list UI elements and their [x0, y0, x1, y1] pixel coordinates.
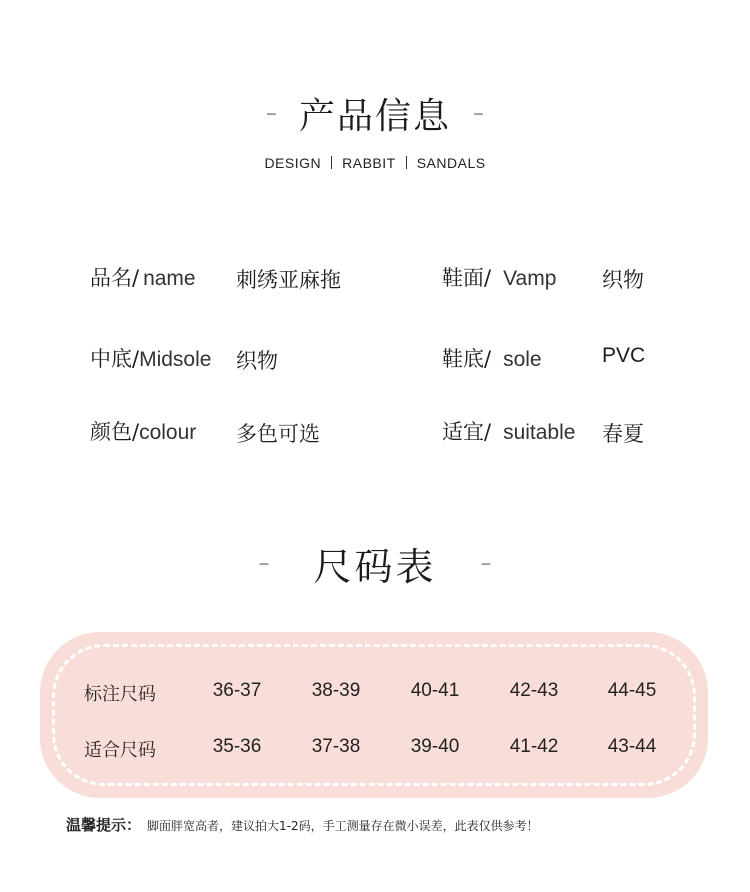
warm-tip-label: 温馨提示： [66, 816, 142, 834]
info-sole-value: PVC [602, 344, 646, 367]
info-label-en: colour [139, 421, 197, 444]
info-label-cn: 颜色/ [90, 420, 140, 444]
info-vamp-label [442, 262, 556, 292]
size-cell: 42-43 [509, 680, 559, 701]
info-label-en: name [143, 267, 196, 290]
size-chart-heading: 尺码表 [313, 544, 437, 589]
info-label-cn: 中底/ [90, 347, 140, 371]
size-cell: 37-38 [311, 736, 361, 757]
title-dash-left: – [258, 550, 270, 576]
info-label-en: Vamp [503, 267, 557, 290]
subtitle-rabbit: RABBIT [342, 155, 396, 171]
warm-tip [66, 814, 539, 835]
info-midsole-value: 织物 [236, 349, 278, 373]
product-info-title [0, 88, 750, 138]
subtitle-sandals: SANDALS [416, 155, 486, 171]
size-cell: 41-42 [509, 736, 559, 757]
info-name-value: 刺绣亚麻拖 [236, 268, 341, 292]
info-label-en: suitable [503, 421, 576, 444]
size-cell: 35-36 [212, 736, 262, 757]
info-vamp-value: 织物 [602, 268, 644, 292]
size-chart-card [40, 632, 708, 798]
info-label-cn: 鞋底/ [442, 347, 492, 371]
subtitle-divider [406, 156, 407, 169]
size-cell: 43-44 [607, 736, 657, 757]
size-cell: 36-37 [212, 680, 262, 701]
size-cell: 44-45 [607, 680, 657, 701]
info-colour-value: 多色可选 [236, 422, 320, 446]
size-row-labeled [40, 680, 708, 710]
info-colour-label [90, 416, 196, 446]
info-sole-label [442, 343, 542, 373]
product-info-heading: 产品信息 [298, 95, 451, 137]
size-chart-title [0, 538, 750, 588]
size-row-label: 适合尺码 [84, 740, 156, 761]
size-cell: 40-41 [410, 680, 460, 701]
info-suitable-label [442, 416, 575, 446]
product-subtitle [0, 155, 750, 171]
size-cell: 38-39 [311, 680, 361, 701]
title-dash-right: – [480, 550, 492, 576]
info-label-en: sole [503, 348, 542, 371]
info-name-label [90, 262, 196, 292]
subtitle-divider [331, 156, 332, 169]
subtitle-design: DESIGN [264, 155, 322, 171]
info-label-cn: 鞋面/ [442, 266, 492, 290]
warm-tip-text: 脚面胖宽高者，建议拍大1-2码，手工测量存在微小误差，此表仅供参考！ [147, 819, 539, 833]
info-label-cn: 品名/ [90, 266, 140, 290]
info-label-cn: 适宜/ [442, 420, 492, 444]
title-dash-right: – [473, 100, 484, 126]
title-dash-left: – [265, 100, 277, 126]
info-midsole-label [90, 343, 211, 373]
info-label-en: Midsole [139, 348, 212, 371]
size-cell: 39-40 [410, 736, 460, 757]
size-row-fit [40, 736, 708, 766]
info-suitable-value: 春夏 [602, 422, 644, 446]
size-row-label: 标注尺码 [84, 684, 156, 705]
